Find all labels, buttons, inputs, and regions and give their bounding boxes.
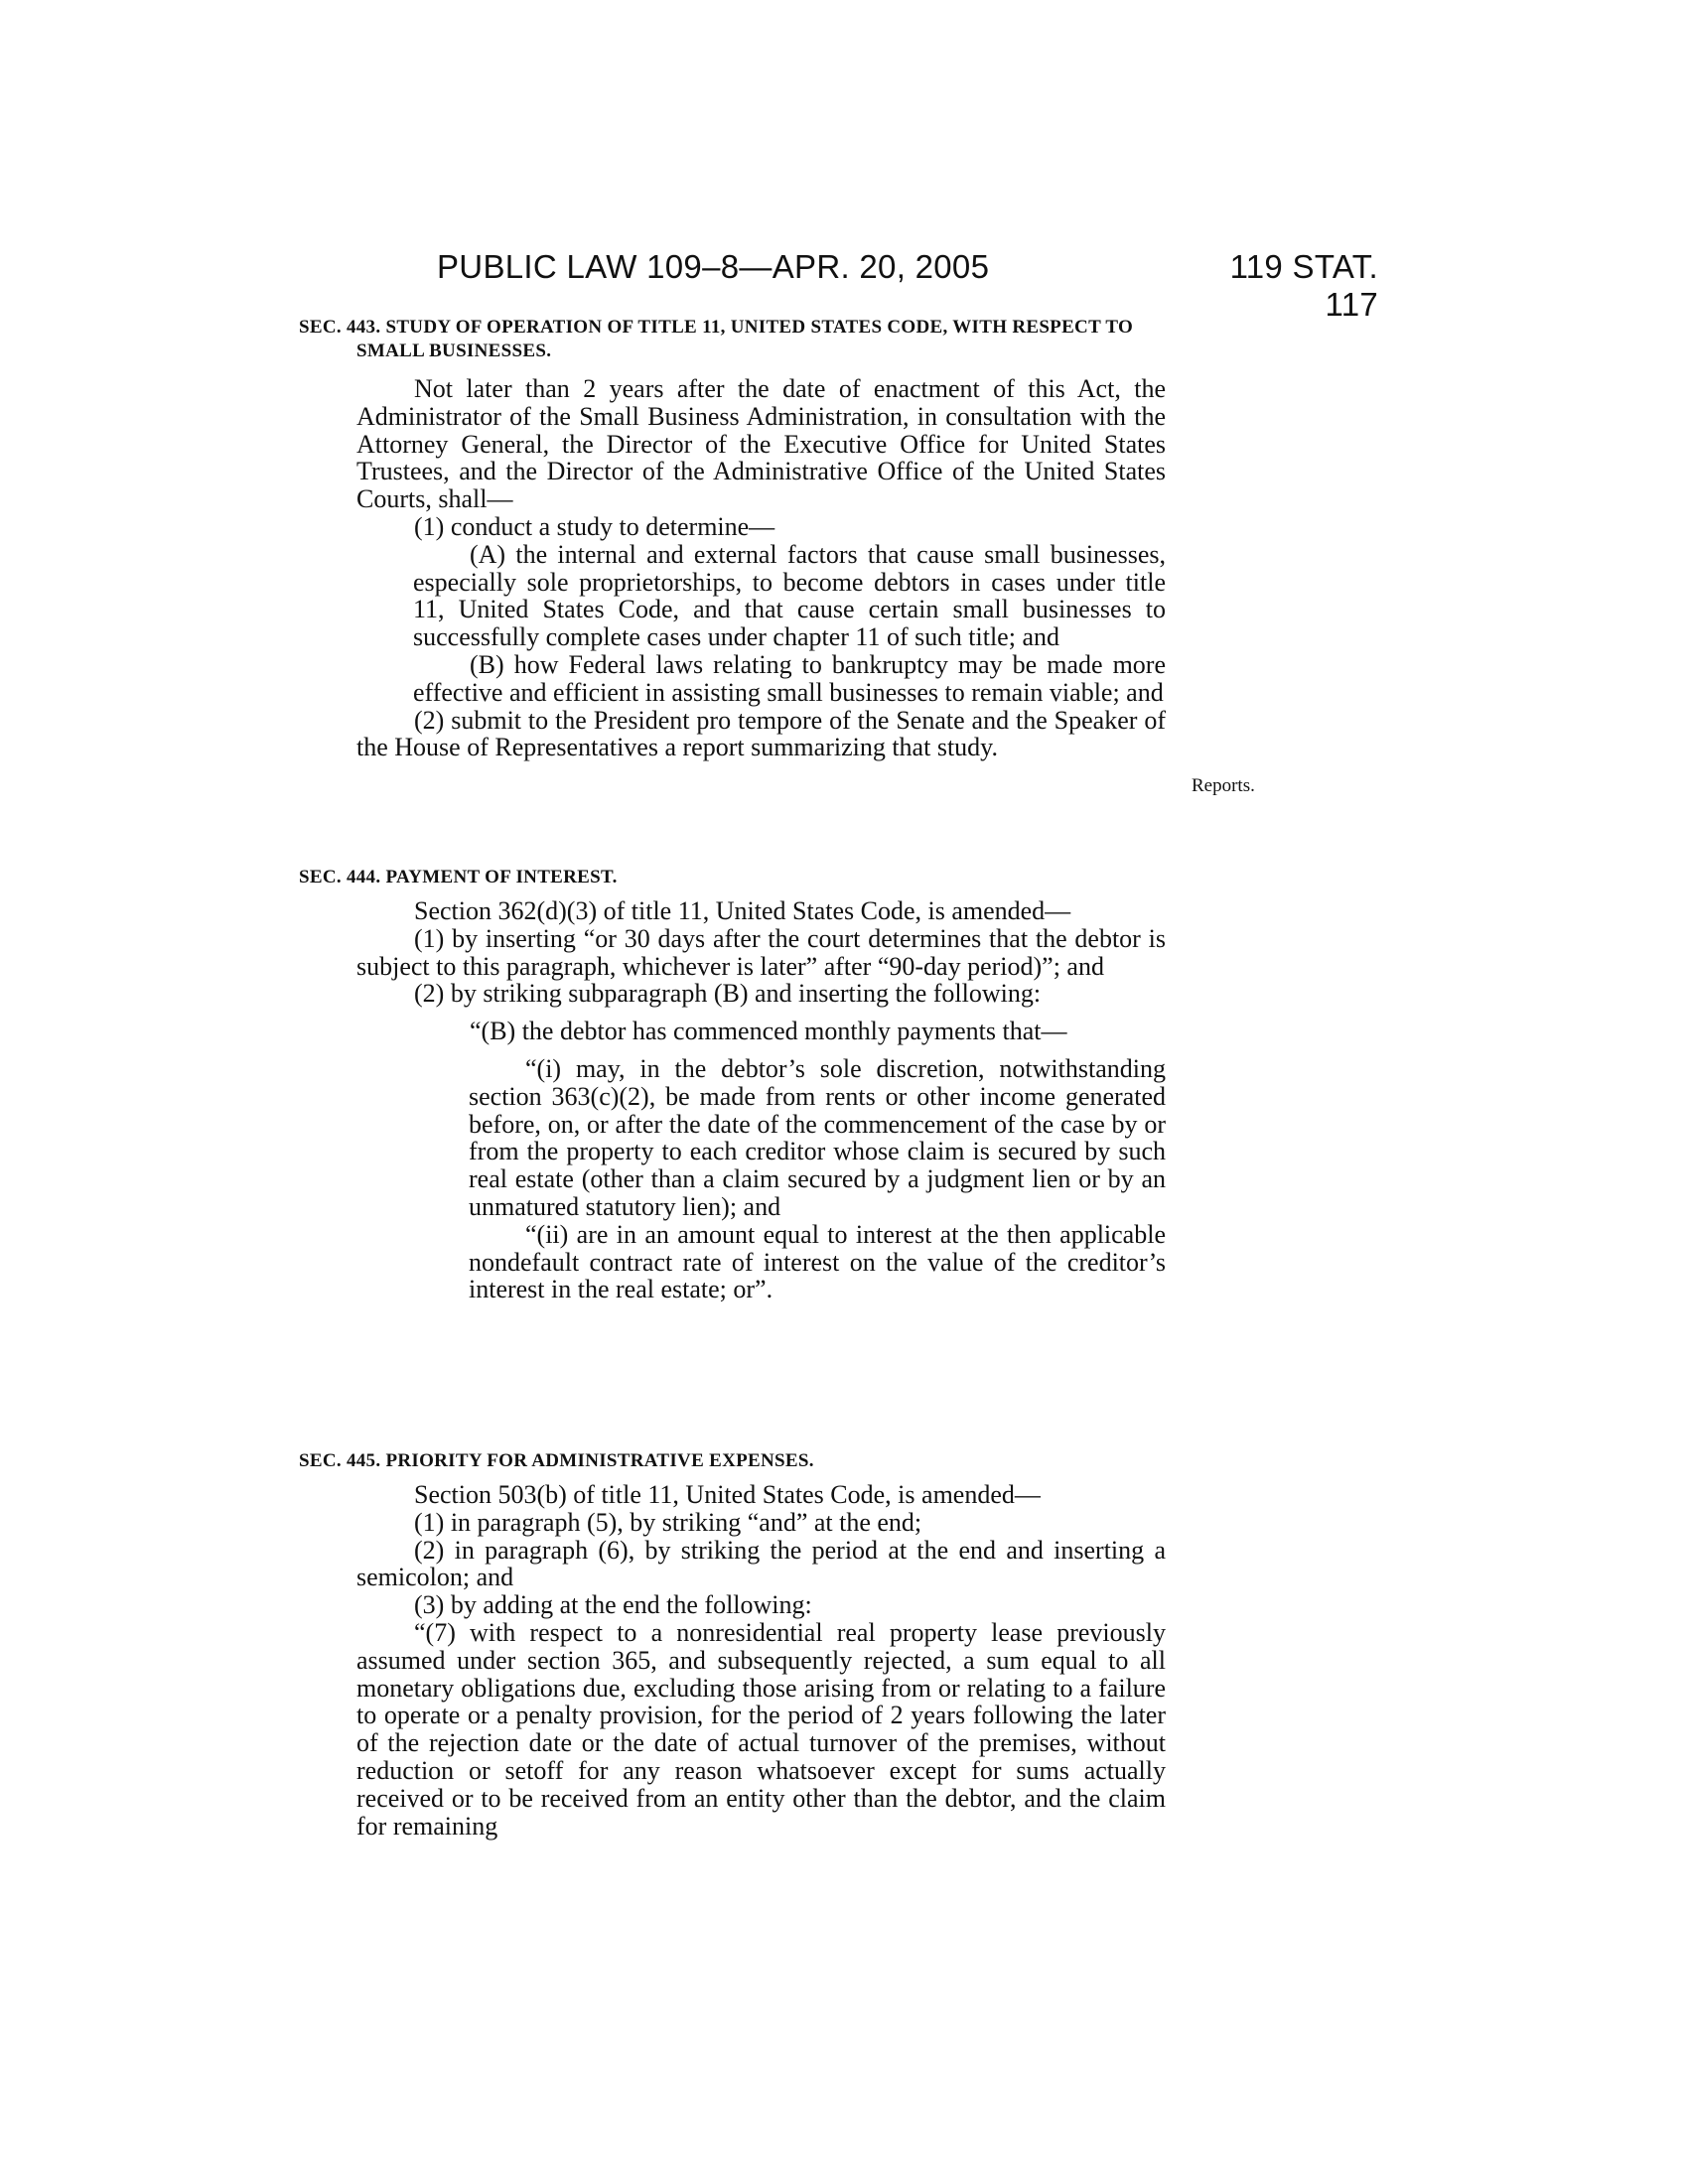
section-443-subparagraph-b: (B) how Federal laws relating to bankruptcy may be made more effective and efficient in assisting small businesses to remain viable; and [413, 649, 1166, 707]
section-444 [299, 866, 1166, 1304]
section-444-quoted-clause-ii: “(ii) are in an amount equal to interest at the then applicable nondefault contract rate of interest on the value of the creditor’s interest in the real estate; or”. [469, 1219, 1166, 1304]
section-444-heading: SEC. 444. PAYMENT OF INTEREST. [299, 867, 618, 887]
section-445-intro: Section 503(b) of title 11, United States Code, is amended— [414, 1480, 1041, 1509]
section-443-paragraph-2: (2) submit to the President pro tempore of the Senate and the Speaker of the House of Representatives a report summarizing that study. [356, 705, 1166, 762]
running-head-title: PUBLIC LAW 109–8—APR. 20, 2005 [437, 248, 990, 285]
section-443-subparagraph-a: (A) the internal and external factors that cause small businesses, especially sole proprietorships, to become debtors in cases under title 11, United States Code, and that cause certain small businesses to successfully complete cases under chapter 11 of such title; and [413, 539, 1166, 652]
section-444-paragraph-2: (2) by striking subparagraph (B) and inserting the following: [414, 979, 1042, 1009]
margin-note-reports: Reports. [1192, 775, 1255, 796]
section-443-heading: SEC. 443. STUDY OF OPERATION OF TITLE 11, UNITED STATES CODE, WITH RESPECT TO SMALL BUSINESSES. [299, 317, 1134, 361]
section-444-quoted-clause-i: “(i) may, in the debtor’s sole discretion, notwithstanding section 363(c)(2), be made from rents or other income generated before, on, or after the date of the commencement of the case by or from the property to each creditor whose claim is secured by such real estate (other than a claim secured by a judgment lien or by an unmatured statutory lien); and [469, 1053, 1166, 1221]
section-445 [299, 1449, 1166, 1841]
section-444-paragraph-1: (1) by inserting “or 30 days after the court determines that the debtor is subject to this paragraph, whichever is later” after “90-day period)”; and [356, 923, 1166, 981]
section-445-paragraph-2: (2) in paragraph (6), by striking the period at the end and inserting a semicolon; and [356, 1535, 1166, 1592]
section-443 [299, 316, 1166, 762]
running-head-stat: 119 STAT. 117 [1229, 248, 1378, 323]
section-443-intro: Not later than 2 years after the date of enactment of this Act, the Administrator of the Small Business Administration, in consultation with the Attorney General, the Director of the Executive Office for United States Trustees, and the Director of the Administrative Office of the United States Courts, shall— [356, 374, 1166, 514]
section-445-quoted-paragraph-7: “(7) with respect to a nonresidential real property lease previously assumed under section 365, and subsequently rejected, a sum equal to all monetary obligations due, excluding those arising from or relating to a failure to operate or a penalty provision, for the period of 2 years following the later of the rejection date or the date of actual turnover of the premises, without reduction or setoff for any reason whatsoever except for sums actually received or to be received from an entity other than the debtor, and the claim for remaining [356, 1617, 1166, 1841]
section-444-intro: Section 362(d)(3) of title 11, United States Code, is amended— [414, 896, 1071, 925]
section-445-paragraph-1: (1) in paragraph (5), by striking “and” at the end; [414, 1507, 922, 1537]
section-445-paragraph-3: (3) by adding at the end the following: [414, 1590, 812, 1620]
section-443-paragraph-1: (1) conduct a study to determine— [414, 511, 775, 541]
section-445-heading: SEC. 445. PRIORITY FOR ADMINISTRATIVE EXPENSES. [299, 1450, 814, 1471]
section-444-quoted-subparagraph-b: “(B) the debtor has commenced monthly payments that— [470, 1017, 1067, 1046]
